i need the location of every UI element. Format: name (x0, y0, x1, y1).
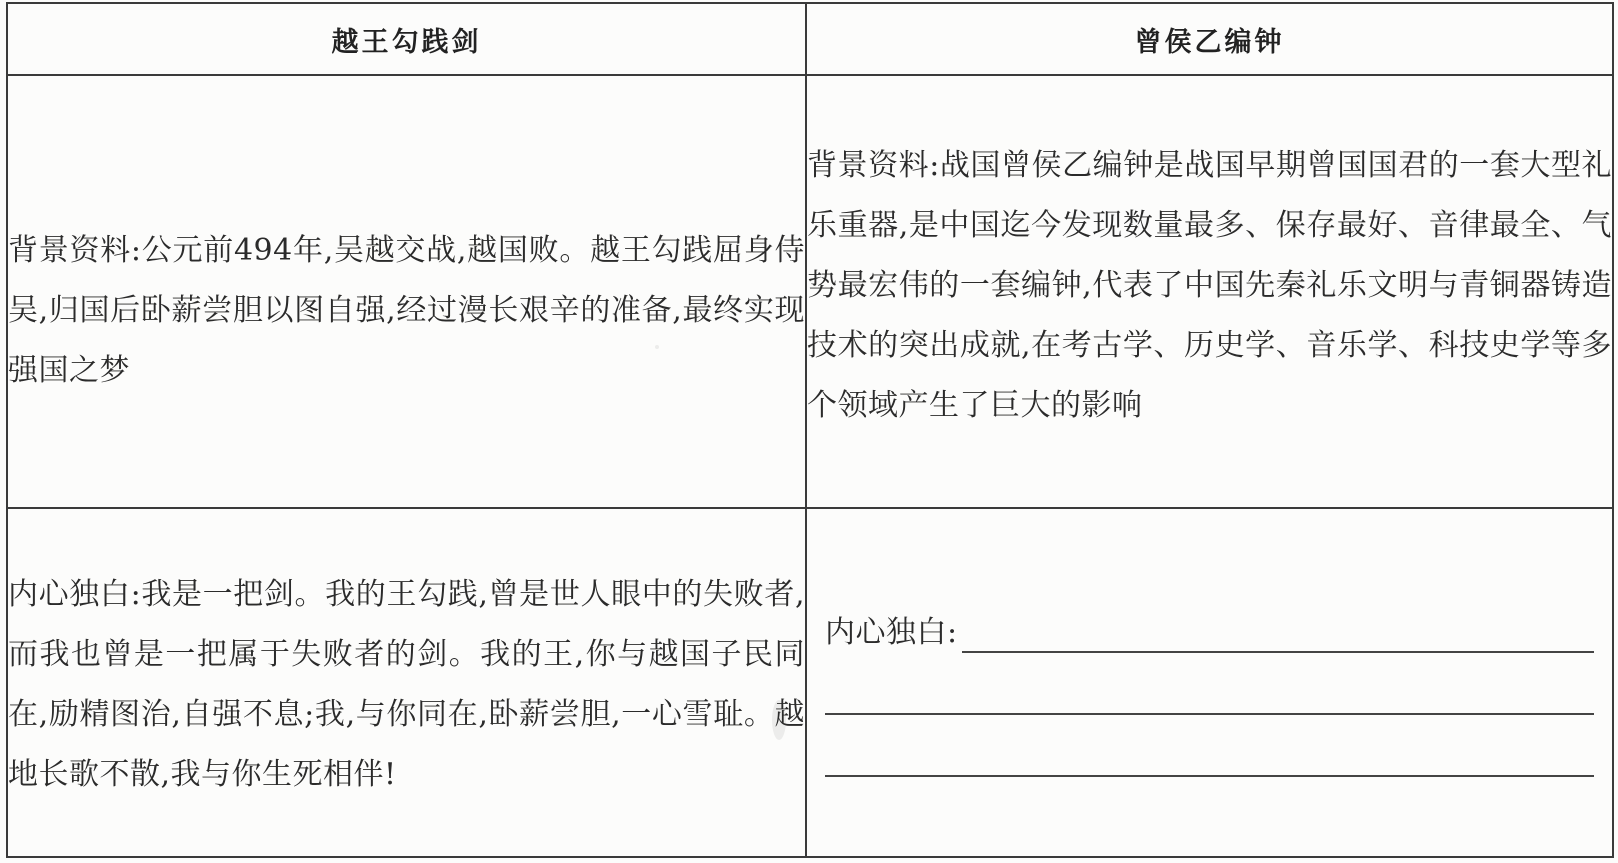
bells-background-text: 背景资料:战国曾侯乙编钟是战国早期曾国国君的一套大型礼乐重器,是中国迄今发现数量最多、保存最好、音律最全、气势最宏伟的一套编钟,代表了中国先秦礼乐文明与青铜器铸造技术的突出成就,在考古学、历史学、音乐学、科技史学等多个领域产生了巨大的影响 (807, 147, 1612, 423)
background-row (7, 75, 1613, 508)
column-header-bells: 曾侯乙编钟 (806, 3, 1613, 75)
header-row (7, 3, 1613, 75)
bells-monologue-cell (806, 508, 1613, 857)
sword-monologue-text: 内心独白:我是一把剑。我的王勾践,曾是世人眼中的失败者,而我也曾是一把属于失败者的剑。我的王,你与越国子民同在,励精图治,自强不息;我,与你同在,卧薪尝胆,一心雪耻。越地长歌不散,我与你生死相伴! (8, 576, 805, 792)
bells-monologue-label: 内心独白: (825, 615, 958, 650)
sword-background-cell (7, 75, 806, 508)
answer-blank-line[interactable] (825, 715, 1594, 777)
answer-first-line (825, 593, 1594, 653)
answer-blank-line[interactable] (962, 621, 1594, 653)
bells-background-cell (806, 75, 1613, 508)
answer-area (825, 593, 1594, 777)
answer-blank-line[interactable] (825, 653, 1594, 715)
comparison-table (6, 2, 1614, 858)
sword-monologue-cell (7, 508, 806, 857)
column-header-sword: 越王勾践剑 (7, 3, 806, 75)
sword-background-text: 背景资料:公元前494年,吴越交战,越国败。越王勾践屈身侍吴,归国后卧薪尝胆以图自强,经过漫长艰辛的准备,最终实现强国之梦 (8, 232, 805, 388)
monologue-row (7, 508, 1613, 857)
